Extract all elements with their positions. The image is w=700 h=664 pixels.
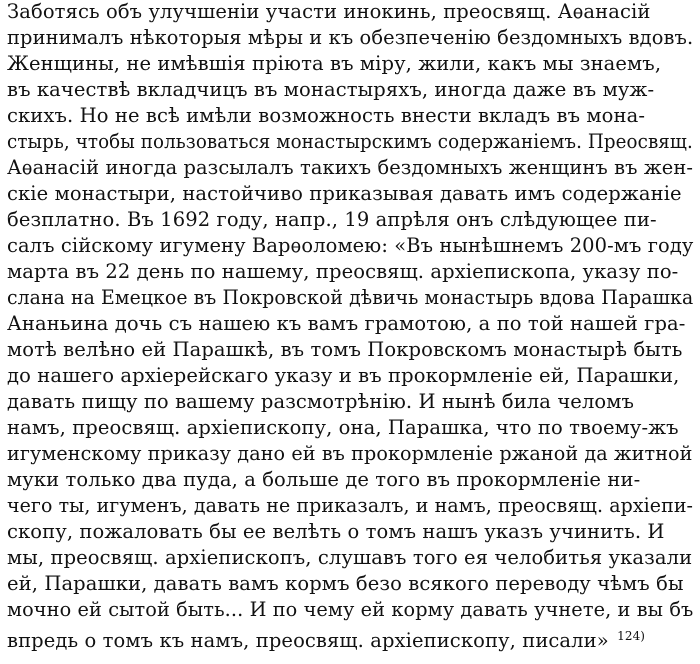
text-line: чего ты, игуменъ, давать не приказалъ, и намъ, преосвящ. архіепи- [7, 494, 694, 517]
text-line: намъ, преосвящ. архіепископу, она, Парашка, что по твоему-жъ [7, 416, 679, 439]
text-line: скопу, пожаловать бы ее велѣть о томъ нашъ указъ учинить. И [7, 520, 665, 543]
text-line-last [7, 624, 645, 653]
text-line: Аѳанасій иногда разсылалъ такихъ бездомныхъ женщинъ въ жен- [7, 156, 694, 179]
text-line: Женщины, не имѣвшія пріюта въ міру, жили, какъ мы знаемъ, [7, 52, 662, 75]
text-line: слана на Емецкое въ Покровской дѣвичь монастырь вдова Парашка [7, 286, 694, 309]
text-line: скіе монастыри, настойчиво приказывая давать имъ содержаніе [7, 182, 682, 205]
text-line: давать пищу по вашему разсмотрѣнію. И нынѣ била челомъ [7, 390, 635, 413]
footnote-reference: 124) [617, 629, 646, 643]
text-line: игуменскому приказу дано ей въ прокормленіе ржаной да житной [7, 442, 693, 465]
text-line: принималъ нѣкоторыя мѣры и къ обезпеченію бездомныхъ вдовъ. [7, 26, 694, 49]
text-line: муки только два пуда, а больше де того въ прокормленіе ни- [7, 468, 641, 491]
text-line: ей, Парашки, давать вамъ кормъ безо всякого переводу чѣмъ бы [7, 572, 684, 595]
text-line: Ананьина дочь съ нашею къ вамъ грамотою, а по той нашей гра- [7, 312, 686, 335]
text-line: мочно ей сытой быть... И по чему ей корму давать учнете, и вы бъ [7, 598, 694, 621]
text-line: въ качествѣ вкладчицъ въ монастыряхъ, иногда даже въ муж- [7, 78, 655, 101]
text-line: салъ сійскому игумену Варѳоломею: «Въ нынѣшнемъ 200-мъ году [7, 234, 694, 257]
text-line-content: впредь о томъ къ намъ, преосвящ. архіепископу, писали» [7, 629, 609, 652]
text-line: Заботясь объ улучшеніи участи инокинь, преосвящ. Аѳанасій [7, 0, 651, 23]
text-line: марта въ 22 день по нашему, преосвящ. архіепископа, указу по- [7, 260, 679, 283]
text-line: мы, преосвящ. архіепископъ, слушавъ того ея челобитья указали [7, 546, 693, 569]
text-line: безплатно. Въ 1692 году, напр., 19 апрѣля онъ слѣдующее пи- [7, 208, 657, 231]
text-line: мотѣ велѣно ей Парашкѣ, въ томъ Покровскомъ монастырѣ быть [7, 338, 683, 361]
text-line: скихъ. Но не всѣ имѣли возможность внести вкладъ въ мона- [7, 104, 646, 127]
text-line: до нашего архіерейскаго указу и въ прокормленіе ей, Парашки, [7, 364, 680, 387]
text-line: стырь, чтобы пользоваться монастырскимъ содержаніемъ. Преосвящ. [7, 130, 693, 153]
